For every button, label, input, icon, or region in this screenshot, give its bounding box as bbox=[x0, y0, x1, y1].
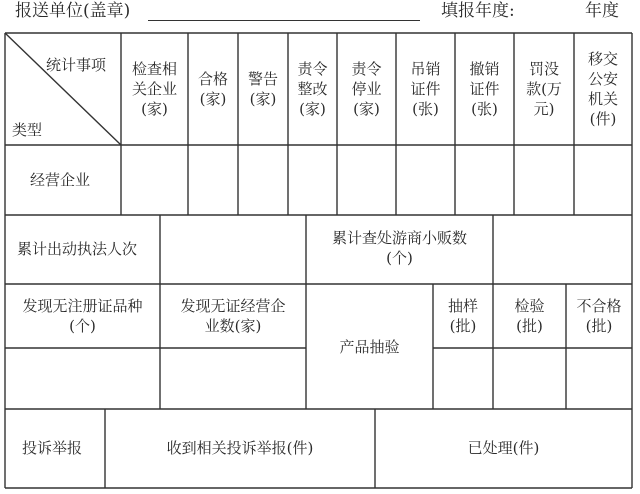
business-cancelled-cell[interactable] bbox=[455, 145, 514, 215]
business-rectification-cell[interactable] bbox=[288, 145, 337, 215]
label-complaints-received: 收到相关投诉举报(件) bbox=[166, 439, 314, 457]
col-header-license-cancelled: 撤销 证件 (张) bbox=[469, 60, 500, 118]
col-header-qualified: 合格 (家) bbox=[197, 70, 228, 108]
business-revoked-cell[interactable] bbox=[396, 145, 455, 215]
law-enforcement-count-cell[interactable] bbox=[160, 215, 306, 284]
inspection-cell[interactable] bbox=[493, 348, 566, 409]
row-label-business: 经营企业 bbox=[30, 171, 91, 189]
business-inspected-cell[interactable] bbox=[121, 145, 188, 215]
business-suspension-cell[interactable] bbox=[337, 145, 396, 215]
label-complaints-handled: 已处理(件) bbox=[467, 439, 540, 457]
col-header-transferred-police: 移交 公安 机关 (件) bbox=[587, 50, 618, 128]
corner-header-type: 类型 bbox=[12, 121, 43, 139]
col-header-ordered-suspension: 责令 停业 (家) bbox=[351, 60, 382, 118]
vendors-count-cell[interactable] bbox=[493, 215, 632, 284]
label-unregistered-products: 发现无注册证品种 (个) bbox=[22, 297, 143, 335]
unlicensed-business-cell[interactable] bbox=[160, 348, 306, 409]
unregistered-products-cell[interactable] bbox=[5, 348, 160, 409]
label-product-sampling: 产品抽验 bbox=[339, 338, 400, 356]
col-header-sampling: 抽样 (批) bbox=[447, 297, 478, 335]
col-header-inspection: 检验 (批) bbox=[514, 297, 545, 335]
unqualified-cell[interactable] bbox=[566, 348, 632, 409]
label-law-enforcement-count: 累计出动执法人次 bbox=[17, 240, 138, 258]
business-fines-cell[interactable] bbox=[514, 145, 574, 215]
col-header-license-revoked: 吊销 证件 (张) bbox=[410, 60, 441, 118]
label-vendors-count: 累计查处游商小贩数 (个) bbox=[331, 229, 467, 267]
business-police-cell[interactable] bbox=[574, 145, 632, 215]
col-header-fines: 罚没 款(万 元) bbox=[526, 60, 562, 118]
label-complaints: 投诉举报 bbox=[22, 439, 83, 457]
corner-header-items: 统计事项 bbox=[46, 56, 107, 74]
unit-label: 报送单位(盖章) bbox=[15, 1, 131, 21]
col-header-inspected-enterprises: 检查相 关企业 (家) bbox=[131, 60, 177, 118]
year-suffix: 年度 bbox=[585, 1, 619, 21]
col-header-ordered-rectification: 责令 整改 (家) bbox=[297, 60, 328, 118]
col-header-warning: 警告 (家) bbox=[247, 70, 278, 108]
business-warning-cell[interactable] bbox=[238, 145, 288, 215]
report-year-label: 填报年度: bbox=[441, 1, 515, 21]
label-unlicensed-business: 发现无证经营企 业数(家) bbox=[180, 297, 286, 335]
sampling-cell[interactable] bbox=[433, 348, 493, 409]
business-qualified-cell[interactable] bbox=[188, 145, 238, 215]
col-header-unqualified: 不合格 (批) bbox=[576, 297, 622, 335]
